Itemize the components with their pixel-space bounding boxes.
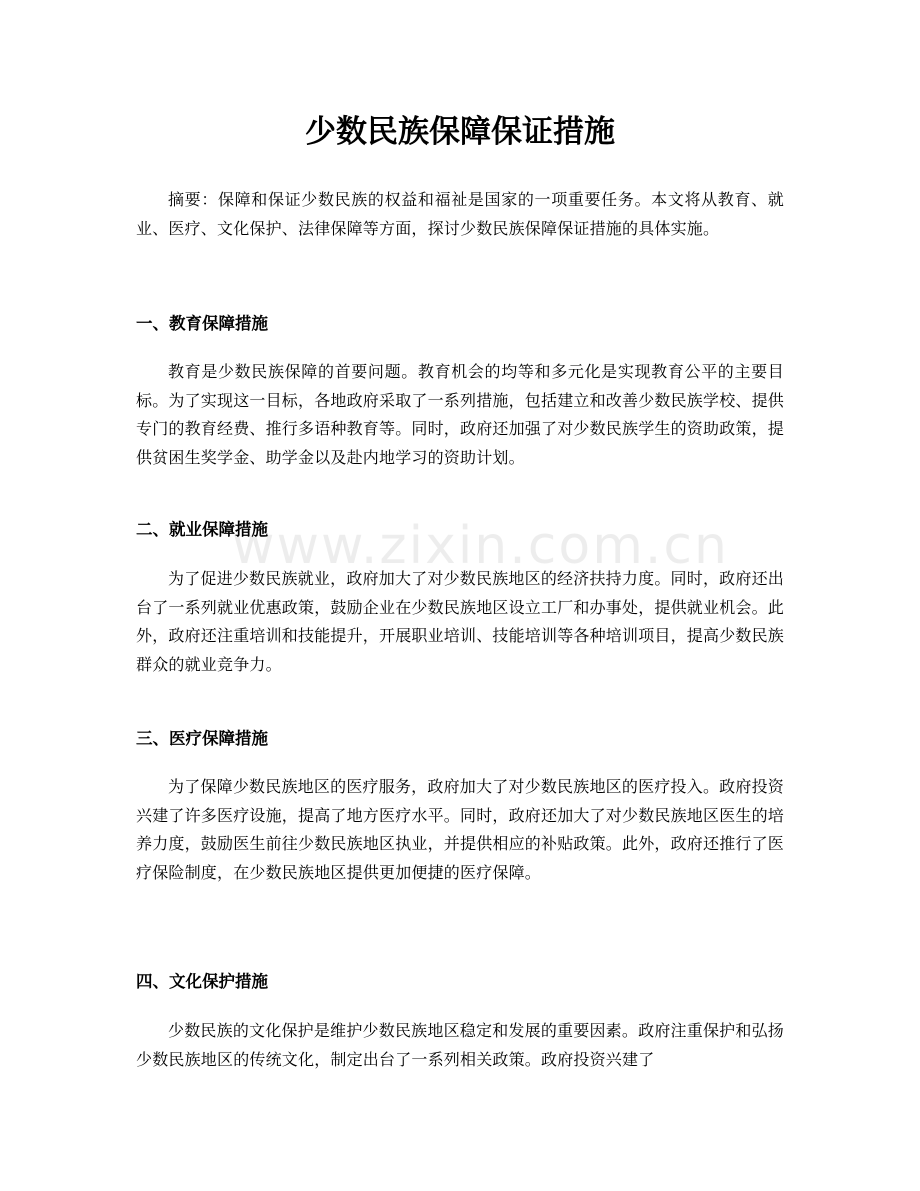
- document-page: [136, 0, 784, 1191]
- section-heading-education: 一、教育保障措施: [136, 314, 268, 333]
- section-heading-employment: 二、就业保障措施: [136, 520, 268, 539]
- section-body-education: 教育是少数民族保障的首要问题。教育机会的均等和多元化是实现教育公平的主要目标。为了实现这一目标，各地政府采取了一系列措施，包括建立和改善少数民族学校、提供专门的教育经费、推行多语种教育等。同时，政府还加强了对少数民族学生的资助政策，提供贫困生奖学金、助学金以及赴内地学习的资助计划。: [136, 362, 785, 467]
- section-body-employment: 为了促进少数民族就业，政府加大了对少数民族地区的经济扶持力度。同时，政府还出台了一系列就业优惠政策，鼓励企业在少数民族地区设立工厂和办事处，提供就业机会。此外，政府还注重培训和技能提升，开展职业培训、技能培训等各种培训项目，提高少数民族群众的就业竞争力。: [136, 569, 785, 674]
- section-body-medical: 为了保障少数民族地区的医疗服务，政府加大了对少数民族地区的医疗投入。政府投资兴建了许多医疗设施，提高了地方医疗水平。同时，政府还加大了对少数民族地区医生的培养力度，鼓励医生前往少数民族地区执业，并提供相应的补贴政策。此外，政府还推行了医疗保险制度，在少数民族地区提供更加便捷的医疗保障。: [136, 777, 785, 882]
- section-body-culture: 少数民族的文化保护是维护少数民族地区稳定和发展的重要因素。政府注重保护和弘扬少数民族地区的传统文化，制定出台了一系列相关政策。政府投资兴建了: [136, 1021, 784, 1069]
- document-title: 少数民族保障保证措施: [305, 114, 615, 150]
- abstract-paragraph: 摘要：保障和保证少数民族的权益和福祉是国家的一项重要任务。本文将从教育、就业、医疗、文化保护、法律保障等方面，探讨少数民族保障保证措施的具体实施。: [136, 190, 784, 238]
- section-heading-medical: 三、医疗保障措施: [136, 729, 268, 748]
- watermark-text: www.zixin.com.cn: [232, 516, 729, 576]
- section-heading-culture: 四、文化保护措施: [136, 972, 268, 991]
